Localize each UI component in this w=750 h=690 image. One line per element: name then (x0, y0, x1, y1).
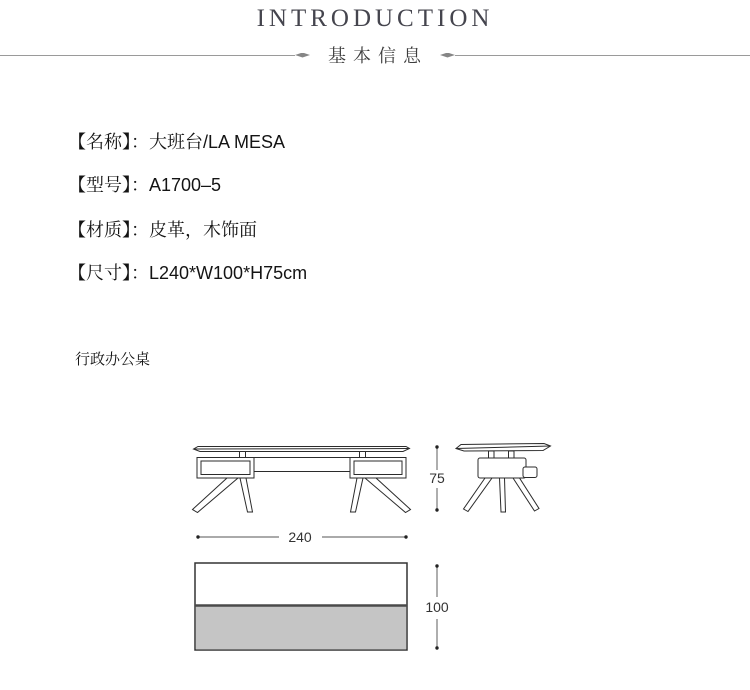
desk-front-view (193, 447, 411, 513)
desk-side-view (456, 444, 551, 513)
dimension-height (429, 445, 445, 511)
spec-model: 【型号】：A1700–5 (68, 175, 222, 195)
section-subtitle: 基本信息 (328, 46, 428, 66)
spec-name: 【名称】：大班台/LA MESA (68, 132, 286, 152)
dimension-depth-label: 100 (425, 599, 449, 615)
dimension-length-label: 240 (288, 529, 312, 545)
desk-top-plan-view (195, 563, 407, 650)
product-category-label: 行政办公桌 (75, 351, 151, 368)
page-title: INTRODUCTION (256, 5, 494, 32)
dimension-depth (425, 564, 449, 649)
spec-size: 【尺寸】：L240*W100*H75cm (68, 263, 308, 283)
spec-material: 【材质】：皮革，木饰面 (68, 220, 257, 240)
dimension-length (196, 529, 407, 545)
dimension-height-label: 75 (429, 470, 445, 486)
